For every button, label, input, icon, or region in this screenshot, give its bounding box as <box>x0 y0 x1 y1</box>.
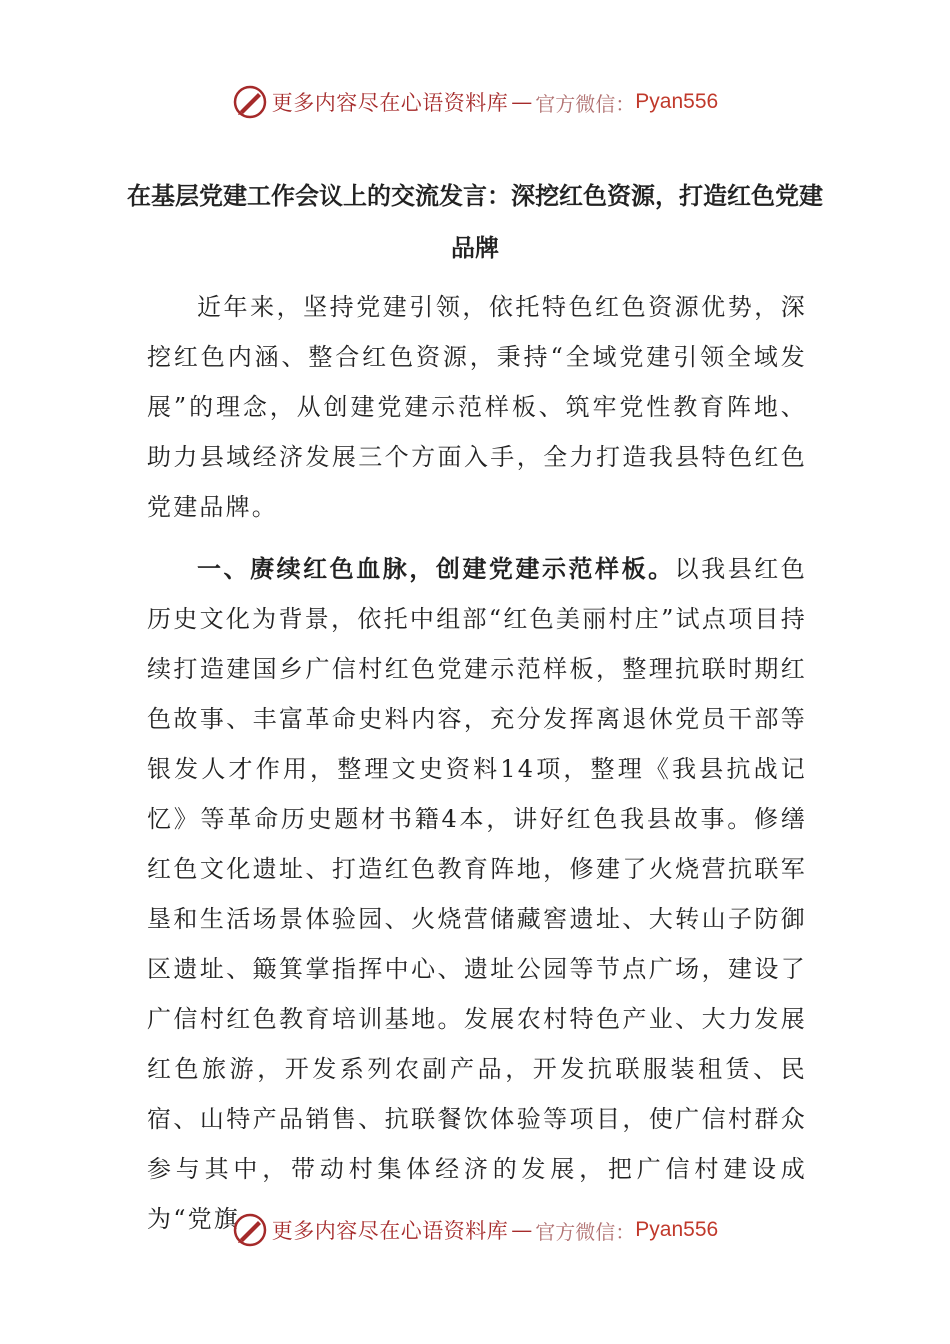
banner-slogan: 更多内容尽在心语资料库 <box>271 1219 509 1243</box>
intro-paragraph: 近年来，坚持党建引领，依托特色红色资源优势，深挖红色内涵、整合红色资源，秉持“全域党建引领全域发展”的理念，从创建党建示范样板、筑牢党性教育阵地、助力县域经济发展三个方面入手，全力打造我县特色红色党建品牌。 <box>147 293 807 521</box>
header-banner <box>0 82 950 122</box>
banner-wechat-id: Pyan556 <box>635 90 719 113</box>
section-1-body: 以我县红色历史文化为背景，依托中组部“红色美丽村庄”试点项目持续打造建国乡广信村红色党建示范样板，整理抗联时期红色故事、丰富革命史料内容，充分发挥离退休党员干部等银发人才作用，整理文史资料14项，整理《我县抗战记忆》等革命历史题材书籍4本，讲好红色我县故事。修缮红色文化遗址、打造红色教育阵地，修建了火烧营抗联军垦和生活场景体验园、火烧营储藏窖遗址、大转山子防御区遗址、簸箕掌指挥中心、遗址公园等节点广场，建设了广信村红色教育培训基地。发展农村特色产业、大力发展红色旅游，开发系列农副产品，开发抗联服装租赁、民宿、山特产品销售、抗联餐饮体验等项目，使广信村群众参与其中，带动村集体经济的发展，把广信村建设成为“党旗 <box>147 555 807 1233</box>
pen-logo-icon <box>232 1212 268 1248</box>
banner-wechat-label: 官方微信： <box>535 91 636 116</box>
pen-logo-icon <box>232 84 268 120</box>
banner-dash: — <box>511 90 533 114</box>
banner-wechat-label: 官方微信： <box>535 1219 636 1244</box>
banner-wechat-id: Pyan556 <box>635 1218 719 1241</box>
document-title: 在基层党建工作会议上的交流发言：深挖红色资源，打造红色党建品牌 <box>127 182 823 262</box>
section-1-heading: 一、赓续红色血脉，创建党建示范样板。 <box>197 555 675 583</box>
section-1-paragraph <box>147 544 807 1244</box>
banner-slogan: 更多内容尽在心语资料库 <box>271 91 509 115</box>
banner-dash: — <box>511 1218 533 1242</box>
footer-banner <box>0 1210 950 1250</box>
